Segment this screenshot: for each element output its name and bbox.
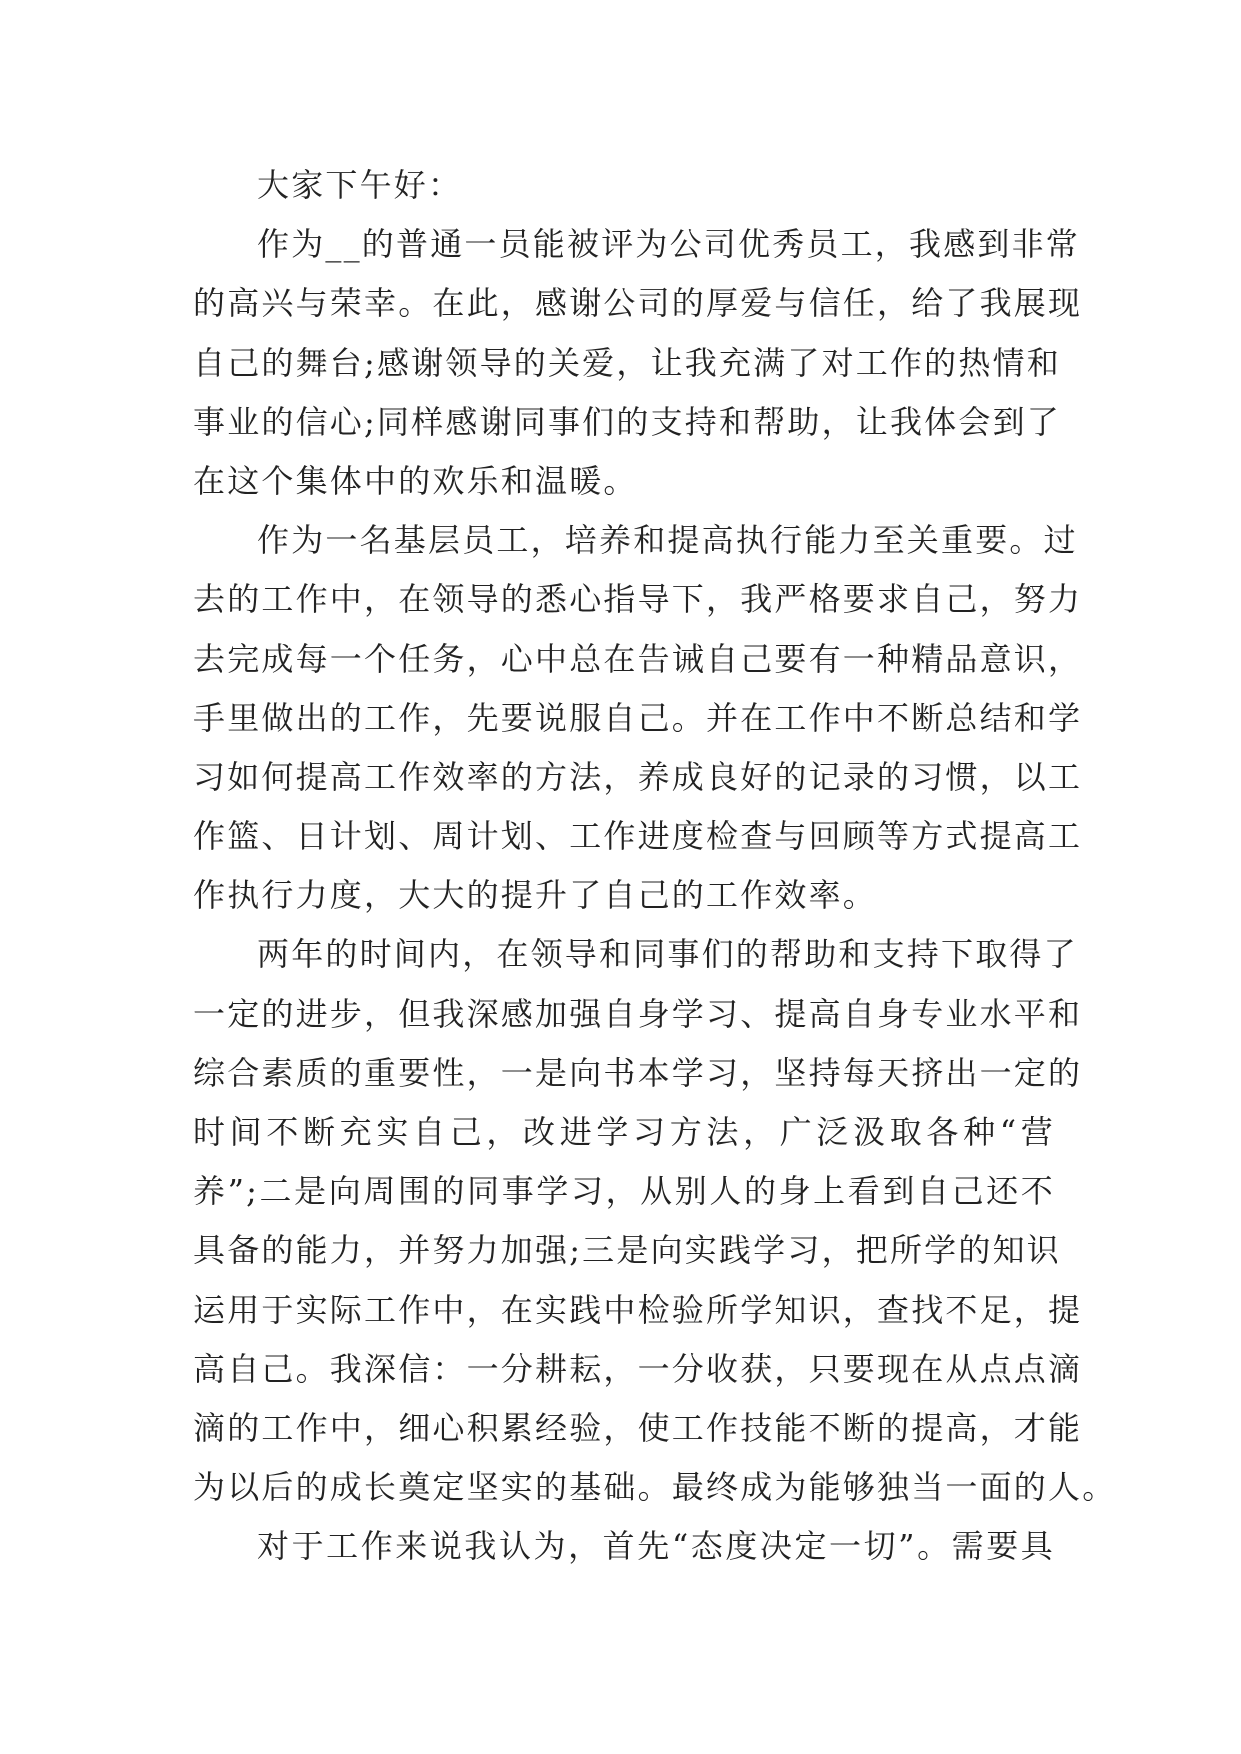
paragraph-3-line-6: 具备的能力，并努力加强;三是向实践学习，把所学的知识	[193, 1231, 1061, 1270]
paragraph-1-line-4: 事业的信心;同样感谢同事们的支持和帮助，让我体会到了	[193, 402, 1061, 441]
paragraph-1-line-2: 的高兴与荣幸。在此，感谢公司的厚爱与信任，给了我展现	[193, 284, 1083, 323]
paragraph-2-line-3: 去完成每一个任务，心中总在告诫自己要有一种精品意识，	[193, 639, 1083, 678]
paragraph-3-line-4: 时间不断充实自己，改进学习方法，广泛汲取各种“营	[193, 1113, 1055, 1151]
paragraph-3-line-1: 两年的时间内，在领导和同事们的帮助和支持下取得了	[257, 935, 1078, 974]
paragraph-1-line-5: 在这个集体中的欢乐和温暖。	[193, 461, 638, 500]
paragraph-2-line-6: 作篮、日计划、周计划、工作进度检查与回顾等方式提高工	[193, 817, 1083, 856]
paragraph-2-line-1: 作为一名基层员工，培养和提高执行能力至关重要。过	[257, 521, 1078, 560]
greeting-line: 大家下午好：	[257, 166, 463, 204]
paragraph-3-line-8: 高自己。我深信：一分耕耘，一分收获，只要现在从点点滴	[193, 1349, 1083, 1388]
paragraph-2-line-2: 去的工作中，在领导的悉心指导下，我严格要求自己，努力	[193, 580, 1083, 619]
paragraph-3-line-3: 综合素质的重要性，一是向书本学习，坚持每天挤出一定的	[193, 1053, 1083, 1092]
document-body	[193, 156, 1117, 1577]
paragraph-3-line-2: 一定的进步，但我深感加强自身学习、提高自身专业水平和	[193, 994, 1083, 1033]
paragraph-1-line-3: 自己的舞台;感谢领导的关爱，让我充满了对工作的热情和	[193, 343, 1061, 382]
paragraph-2-line-7: 作执行力度，大大的提升了自己的工作效率。	[193, 876, 878, 915]
paragraph-3-line-7: 运用于实际工作中，在实践中检验所学知识，查找不足，提	[193, 1290, 1083, 1329]
paragraph-3-line-5: 养”;二是向周围的同事学习，从别人的身上看到自己还不	[193, 1172, 1055, 1211]
paragraph-4-line-1: 对于工作来说我认为，首先“态度决定一切”。需要具	[257, 1527, 1055, 1566]
paragraph-2-line-5: 习如何提高工作效率的方法，养成良好的记录的习惯，以工	[193, 757, 1083, 796]
paragraph-3-line-9: 滴的工作中，细心积累经验，使工作技能不断的提高，才能	[193, 1408, 1083, 1447]
paragraph-3-line-10: 为以后的成长奠定坚实的基础。最终成为能够独当一面的人。	[193, 1468, 1117, 1507]
paragraph-2-line-4: 手里做出的工作，先要说服自己。并在工作中不断总结和学	[193, 698, 1083, 737]
paragraph-1-line-1: 作为__的普通一员能被评为公司优秀员工，我感到非常	[257, 225, 1081, 264]
